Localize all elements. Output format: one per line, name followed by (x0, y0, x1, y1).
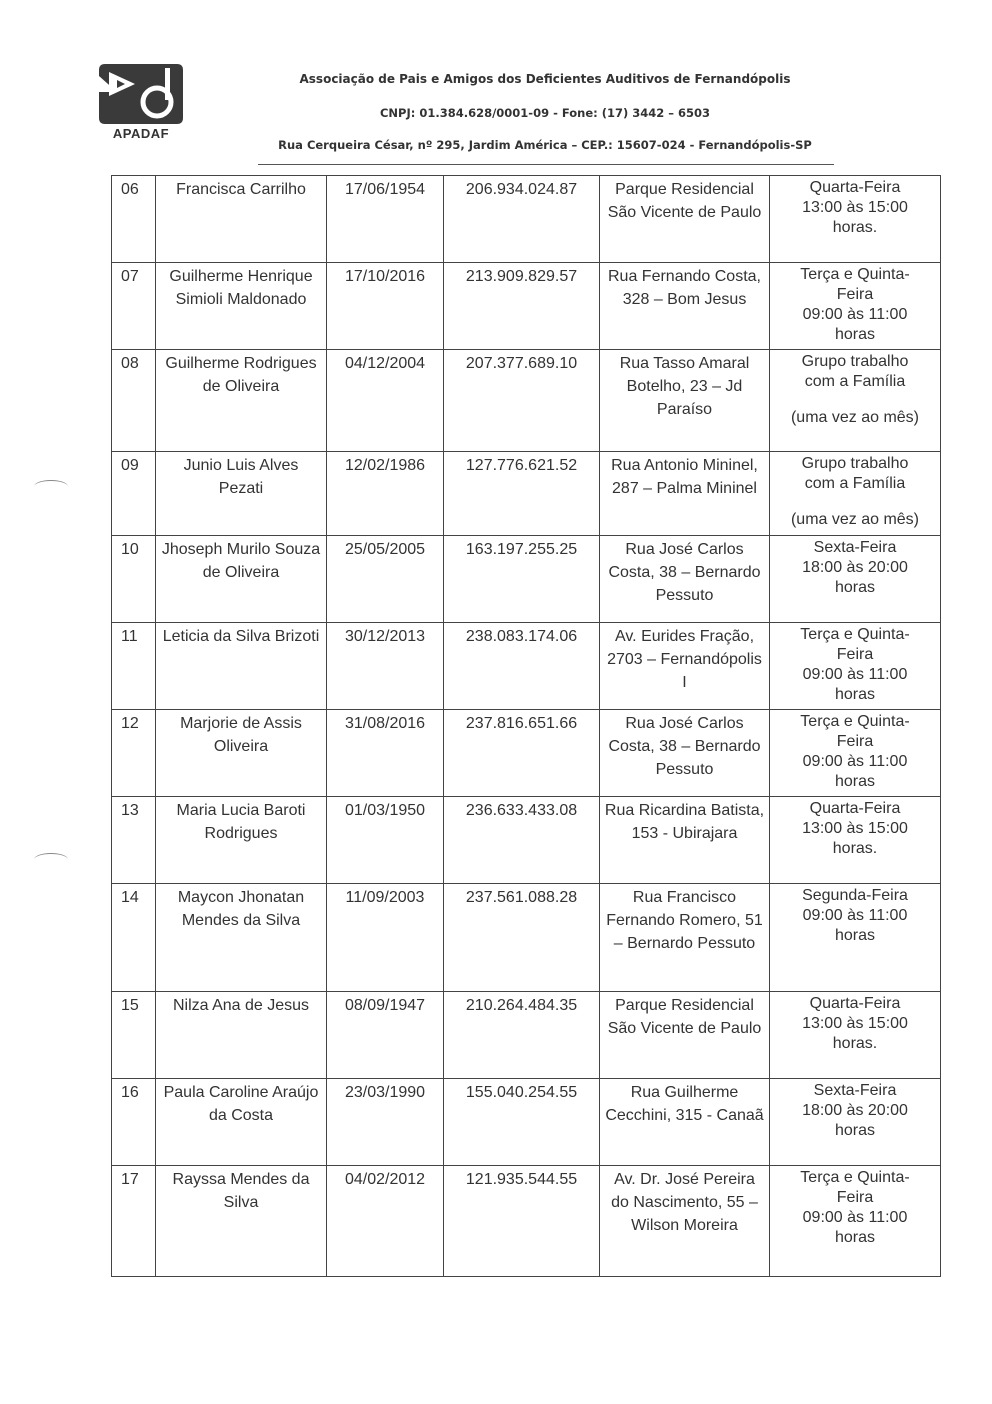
schedule-line: Terça e Quinta- (800, 626, 910, 643)
address: Rua Francisco Fernando Romero, 51 – Bernardo Pessuto (600, 884, 770, 992)
table-row (112, 1079, 941, 1166)
schedule (770, 263, 941, 350)
person-name: Jhoseph Murilo Souza de Oliveira (156, 536, 327, 623)
association-name: Associação de Pais e Amigos dos Deficientes Auditivos de Fernandópolis (299, 72, 791, 86)
table-row (112, 797, 941, 884)
schedule-line: Segunda-Feira (802, 887, 908, 904)
beneficiaries-table (111, 175, 941, 1277)
row-number: 12 (112, 710, 156, 797)
row-number: 08 (112, 350, 156, 452)
logo-text: APADAF (112, 126, 170, 141)
address: Rua Tasso Amaral Botelho, 23 – Jd Paraíso (600, 350, 770, 452)
person-name: Nilza Ana de Jesus (156, 992, 327, 1079)
schedule-line: Terça e Quinta- (800, 713, 910, 730)
table-row (112, 1166, 941, 1277)
schedule-line: Terça e Quinta- (800, 1169, 910, 1186)
table-row (112, 176, 941, 263)
person-name: Junio Luis Alves Pezati (156, 452, 327, 536)
schedule-line: Quarta-Feira (809, 995, 901, 1012)
address: Rua José Carlos Costa, 38 – Bernardo Pessuto (600, 536, 770, 623)
birth-date: 25/05/2005 (327, 536, 444, 623)
address: Rua Fernando Costa, 328 – Bom Jesus (600, 263, 770, 350)
schedule-line: Quarta-Feira (809, 179, 901, 196)
schedule-line: Sexta-Feira (813, 539, 897, 556)
schedule-line: horas. (832, 840, 878, 857)
schedule-line: horas (834, 927, 876, 944)
birth-date: 23/03/1990 (327, 1079, 444, 1166)
person-name: Leticia da Silva Brizoti (156, 623, 327, 710)
birth-date: 30/12/2013 (327, 623, 444, 710)
document-number: 213.909.829.57 (444, 263, 600, 350)
schedule-line: 09:00 às 11:00 (802, 907, 908, 924)
birth-date: 17/10/2016 (327, 263, 444, 350)
person-name: Francisca Carrilho (156, 176, 327, 263)
person-name: Marjorie de Assis Oliveira (156, 710, 327, 797)
address: Av. Eurides Fração, 2703 – Fernandópolis I (600, 623, 770, 710)
schedule-line: Grupo trabalho (801, 455, 909, 472)
schedule (770, 350, 941, 452)
address: Rua Antonio Mininel, 287 – Palma Mininel (600, 452, 770, 536)
schedule-line: horas. (832, 1035, 878, 1052)
person-name: Paula Caroline Araújo da Costa (156, 1079, 327, 1166)
apadaf-logo (95, 62, 187, 142)
document-number: 237.816.651.66 (444, 710, 600, 797)
person-name: Guilherme Rodrigues de Oliveira (156, 350, 327, 452)
schedule-line: 13:00 às 15:00 (802, 199, 908, 216)
row-number: 17 (112, 1166, 156, 1277)
document-number: 237.561.088.28 (444, 884, 600, 992)
schedule (770, 992, 941, 1079)
table-row (112, 623, 941, 710)
row-number: 10 (112, 536, 156, 623)
birth-date: 04/12/2004 (327, 350, 444, 452)
table-row (112, 350, 941, 452)
schedule-line: (uma vez ao mês) (790, 409, 920, 426)
schedule (770, 623, 941, 710)
birth-date: 01/03/1950 (327, 797, 444, 884)
person-name: Maria Lucia Baroti Rodrigues (156, 797, 327, 884)
row-number: 14 (112, 884, 156, 992)
document-number: 210.264.484.35 (444, 992, 600, 1079)
schedule-line: Grupo trabalho (801, 353, 909, 370)
table-row (112, 263, 941, 350)
address: Parque Residencial São Vicente de Paulo (600, 992, 770, 1079)
schedule (770, 710, 941, 797)
document-number: 121.935.544.55 (444, 1166, 600, 1277)
schedule-line: Sexta-Feira (813, 1082, 897, 1099)
schedule-line: Feira (836, 733, 874, 750)
schedule-line: 09:00 às 11:00 (802, 306, 908, 323)
schedule-line: horas (834, 773, 876, 790)
document-number: 238.083.174.06 (444, 623, 600, 710)
document-number: 163.197.255.25 (444, 536, 600, 623)
schedule-line: 13:00 às 15:00 (802, 1015, 908, 1032)
schedule (770, 797, 941, 884)
schedule-line: 09:00 às 11:00 (802, 1209, 908, 1226)
row-number: 13 (112, 797, 156, 884)
schedule-line: horas (834, 1122, 876, 1139)
schedule-line: horas (834, 579, 876, 596)
scan-mark (34, 480, 68, 493)
schedule-line: Feira (836, 286, 874, 303)
schedule-line: 09:00 às 11:00 (802, 753, 908, 770)
address: Rua José Carlos Costa, 38 – Bernardo Pessuto (600, 710, 770, 797)
address: Rua Ricardina Batista, 153 - Ubirajara (600, 797, 770, 884)
row-number: 06 (112, 176, 156, 263)
table-row (112, 452, 941, 536)
document-number: 207.377.689.10 (444, 350, 600, 452)
address: Rua Guilherme Cecchini, 315 - Canaã (600, 1079, 770, 1166)
birth-date: 31/08/2016 (327, 710, 444, 797)
table-row (112, 884, 941, 992)
schedule-line: Terça e Quinta- (800, 266, 910, 283)
person-name: Guilherme Henrique Simioli Maldonado (156, 263, 327, 350)
birth-date: 17/06/1954 (327, 176, 444, 263)
schedule (770, 884, 941, 992)
schedule-line: (uma vez ao mês) (790, 511, 920, 528)
person-name: Rayssa Mendes da Silva (156, 1166, 327, 1277)
document-number: 206.934.024.87 (444, 176, 600, 263)
table-row (112, 710, 941, 797)
schedule-line: Feira (836, 646, 874, 663)
address-line: Rua Cerqueira César, nº 295, Jardim América – CEP.: 15607-024 - Fernandópolis-SP (278, 138, 812, 152)
person-name: Maycon Jhonatan Mendes da Silva (156, 884, 327, 992)
schedule (770, 1079, 941, 1166)
scan-mark (34, 853, 68, 866)
cnpj-phone: CNPJ: 01.384.628/0001-09 - Fone: (17) 3442 – 6503 (379, 106, 711, 120)
schedule-line: 18:00 às 20:00 (802, 1102, 908, 1119)
row-number: 09 (112, 452, 156, 536)
table-row (112, 536, 941, 623)
schedule-line: Quarta-Feira (809, 800, 901, 817)
row-number: 16 (112, 1079, 156, 1166)
document-number: 236.633.433.08 (444, 797, 600, 884)
row-number: 11 (112, 623, 156, 710)
schedule-line: 09:00 às 11:00 (802, 666, 908, 683)
schedule-line: com a Família (804, 475, 906, 492)
schedule-line: horas (834, 686, 876, 703)
row-number: 15 (112, 992, 156, 1079)
document-number: 127.776.621.52 (444, 452, 600, 536)
schedule-line: Feira (836, 1189, 874, 1206)
header-rule (258, 164, 834, 165)
schedule-line: 18:00 às 20:00 (802, 559, 908, 576)
schedule-line: horas (834, 1229, 876, 1246)
schedule-line: 13:00 às 15:00 (802, 820, 908, 837)
schedule-line: horas. (832, 219, 878, 236)
table-row (112, 992, 941, 1079)
schedule (770, 452, 941, 536)
birth-date: 08/09/1947 (327, 992, 444, 1079)
schedule (770, 176, 941, 263)
birth-date: 04/02/2012 (327, 1166, 444, 1277)
row-number: 07 (112, 263, 156, 350)
schedule (770, 536, 941, 623)
birth-date: 12/02/1986 (327, 452, 444, 536)
address: Av. Dr. José Pereira do Nascimento, 55 – Wilson Moreira (600, 1166, 770, 1277)
address: Parque Residencial São Vicente de Paulo (600, 176, 770, 263)
schedule (770, 1166, 941, 1277)
schedule-line: com a Família (804, 373, 906, 390)
birth-date: 11/09/2003 (327, 884, 444, 992)
document-number: 155.040.254.55 (444, 1079, 600, 1166)
schedule-line: horas (834, 326, 876, 343)
